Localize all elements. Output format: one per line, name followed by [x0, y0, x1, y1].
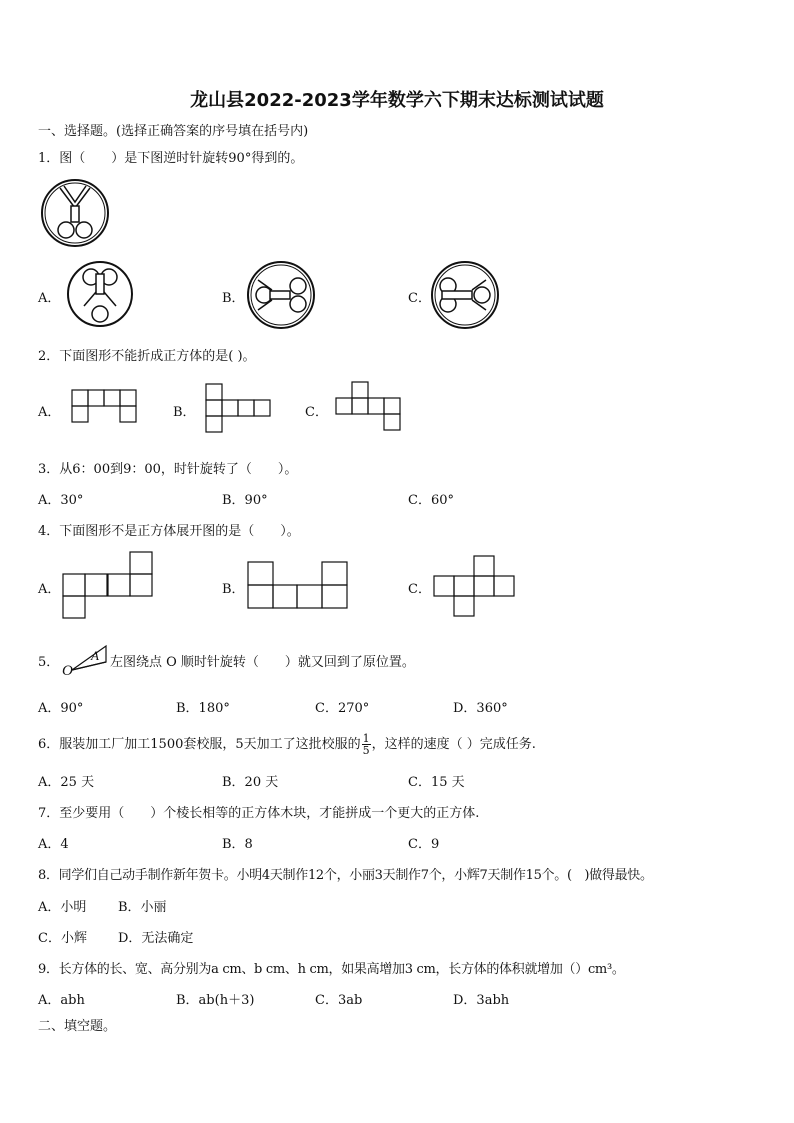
q2-option-a-net	[72, 390, 138, 424]
question-4: 4．下面图形不是正方体展开图的是（ ）。	[38, 524, 300, 539]
question-1: 1．图（ ）是下图逆时针旋转90°得到的。	[38, 151, 304, 166]
q3-option-c: C．60°	[408, 493, 454, 508]
q4-option-c-label: C．	[408, 582, 431, 597]
q8-option-c: C．小辉	[38, 931, 87, 946]
q1-option-a-label: A．	[38, 291, 61, 306]
q4-option-c-net	[434, 556, 518, 618]
q1-option-b-figure	[246, 260, 316, 330]
q6-option-b: B．20 天	[222, 775, 279, 790]
q1-option-b-label: B．	[222, 291, 245, 306]
question-3: 3．从6：00到9：00，时针旋转了（ ）。	[38, 462, 298, 477]
q9-option-b: B．ab(h＋3)	[176, 993, 255, 1008]
q6-text-before: 6．服装加工厂加工1500套校服，5天加工了这批校服的	[38, 737, 361, 752]
q1-original-figure	[40, 178, 110, 248]
q3-option-a: A．30°	[38, 493, 84, 508]
q2-option-c-net	[336, 382, 404, 432]
q5-point-a-label: A	[91, 648, 99, 663]
q8-option-d: D．无法确定	[118, 931, 194, 946]
q8-option-a: A．小明	[38, 900, 87, 915]
question-6	[38, 733, 536, 756]
q3-option-b: B．90°	[222, 493, 268, 508]
q2-option-b-net	[206, 384, 272, 434]
q4-option-b-label: B．	[222, 582, 245, 597]
q6-fraction	[362, 733, 371, 756]
page-title: 龙山县2022-2023学年数学六下期末达标测试试题	[190, 90, 604, 111]
question-8: 8．同学们自己动手制作新年贺卡。小明4天制作12个，小丽3天制作7个，小辉7天制作15个。( )做得最快。	[38, 868, 653, 883]
question-5: 左图绕点 O 顺时针旋转（ ）就又回到了原位置。	[110, 655, 415, 670]
section-heading-choice: 一、选择题。(选择正确答案的序号填在括号内)	[38, 124, 309, 139]
question-2: 2．下面图形不能折成正方体的是( )。	[38, 349, 256, 364]
q4-option-a-label: A．	[38, 582, 61, 597]
q4-option-a-net	[63, 552, 155, 618]
q5-option-b: B．180°	[176, 701, 230, 716]
q2-option-c-label: C．	[305, 405, 328, 420]
q9-option-a: A．abh	[38, 993, 85, 1008]
q6-fraction-numerator: 1	[362, 732, 370, 745]
q5-point-o-label: O	[62, 663, 73, 679]
question-7: 7．至少要用（ ）个棱长相等的正方体木块，才能拼成一个更大的正方体.	[38, 806, 480, 821]
q4-option-b-net	[248, 562, 348, 610]
q7-option-b: B．8	[222, 837, 253, 852]
q2-option-a-label: A．	[38, 405, 61, 420]
question-9: 9．长方体的长、宽、高分别为a cm、b cm、h cm，如果高增加3 cm，长方体的体积就增加（）cm³。	[38, 962, 625, 977]
q8-option-b: B．小丽	[118, 900, 167, 915]
q5-rotation-figure	[62, 642, 108, 679]
q6-option-a: A．25 天	[38, 775, 95, 790]
q1-option-c-figure	[430, 260, 500, 330]
q5-option-d: D．360°	[453, 701, 508, 716]
q2-option-b-label: B．	[173, 405, 196, 420]
q7-option-c: C．9	[408, 837, 440, 852]
section-heading-fill: 二、填空题。	[38, 1019, 117, 1034]
q5-option-c: C．270°	[315, 701, 370, 716]
q6-fraction-denominator: 5	[362, 744, 370, 757]
q5-option-a: A．90°	[38, 701, 84, 716]
q7-option-a: A．4	[38, 837, 69, 852]
q9-option-c: C．3ab	[315, 993, 363, 1008]
q1-option-c-label: C．	[408, 291, 431, 306]
q6-text-after: ，这样的速度（ ）完成任务.	[371, 737, 536, 752]
q6-option-c: C．15 天	[408, 775, 465, 790]
q5-number: 5．	[38, 655, 60, 670]
q1-option-a-figure	[66, 260, 134, 328]
q9-option-d: D．3abh	[453, 993, 510, 1008]
